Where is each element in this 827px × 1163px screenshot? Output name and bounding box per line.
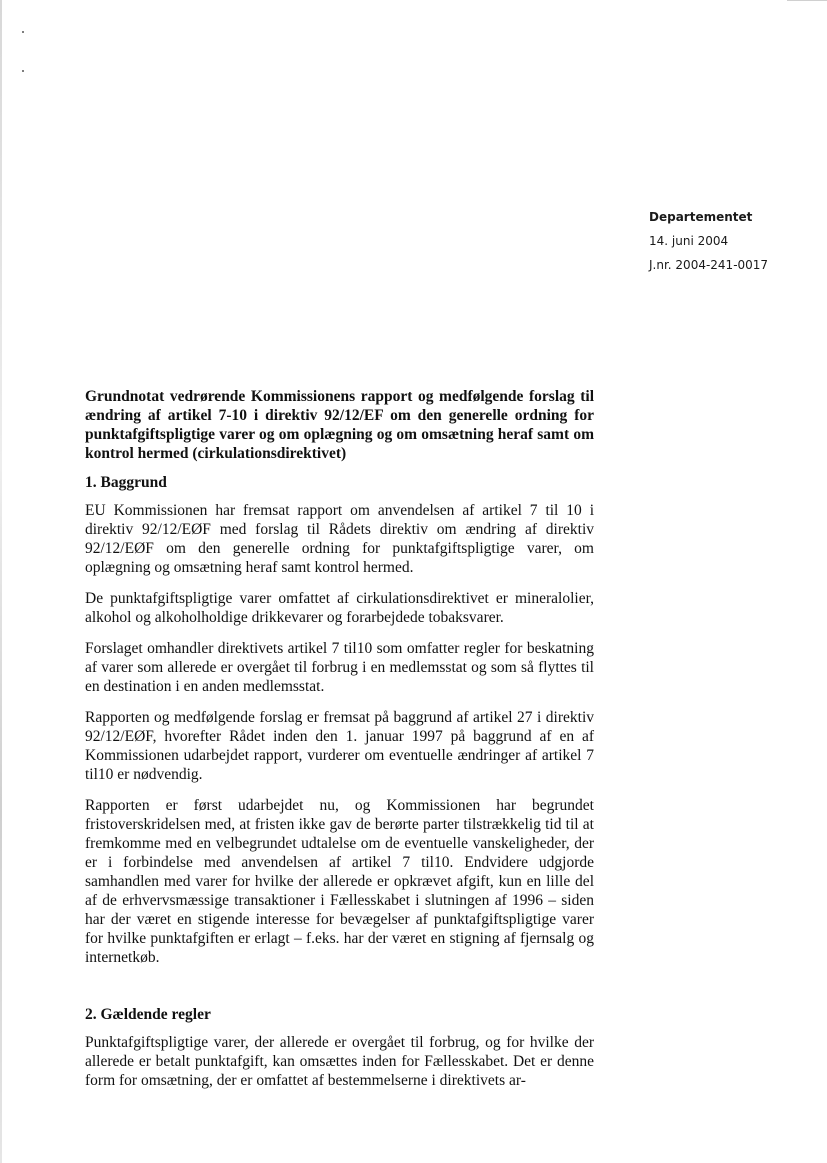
- paragraph: Forslaget omhandler direktivets artikel 7 til10 som omfatter regler for beskatning af varer som allerede er overgået til forbrug i en medlemsstat og som så flyttes til en destination i en anden medlemsstat.: [85, 640, 594, 695]
- document-body: [85, 387, 594, 1102]
- scan-top-line: [787, 0, 827, 1]
- paragraph: Rapporten er først udarbejdet nu, og Kommissionen har begrundet fristoverskridelsen med, at fristen ikke gav de berørte parter tilstrækkelig tid til at fremkomme med en velbegrundet udtalelse om de eventuelle vanskeligheder, der er i forbindelse med anvendelsen af artikel 7 til10. Endvidere udgjorde samhandlen med varer for hvilke der allerede er opkrævet afgift, kun en lille del af de erhvervsmæssige transaktioner i Fællesskabet i slutningen af 1996 – siden har der været en stigende interesse for bevægelser af punktafgiftspligtige varer for hvilke punktafgiften er erlagt – f.eks. har der været en stigning af fjernsalg og internetkøb.: [85, 797, 594, 966]
- scan-edge: [0, 0, 2, 1163]
- department-name: Departementet: [649, 210, 753, 224]
- document-title: Grundnotat vedrørende Kommissionens rapport og medfølgende forslag til ændring af artikel 7-10 i direktiv 92/12/EF om den generelle ordning for punktafgiftspligtige varer og om oplægning og om omsætning heraf samt om kontrol hermed (cirkulationsdirektivet): [85, 388, 594, 462]
- section-heading-gaeldende-regler: 2. Gældende regler: [85, 1006, 211, 1023]
- section-heading-baggrund: 1. Baggrund: [85, 474, 167, 491]
- paragraph: De punktafgiftspligtige varer omfattet af cirkulationsdirektivet er mineralolier, alkohol og alkoholholdige drikkevarer og forarbejdede tobaksvarer.: [85, 590, 594, 626]
- document-date: 14. juni 2004: [649, 234, 729, 248]
- scan-speck: [22, 31, 24, 33]
- journal-number: J.nr. 2004-241-0017: [649, 258, 769, 272]
- paragraph: Rapporten og medfølgende forslag er fremsat på baggrund af artikel 27 i direktiv 92/12/EØF, hvorefter Rådet inden den 1. januar 1997 på baggrund af en af Kommissionen udarbejdet rapport, vurderer om eventuelle ændringer af artikel 7 til10 er nødvendig.: [85, 709, 594, 783]
- paragraph: EU Kommissionen har fremsat rapport om anvendelsen af artikel 7 til 10 i direktiv 92/12/EØF med forslag til Rådets direktiv om ændring af direktiv 92/12/EØF om den generelle ordning for punktafgiftspligtige varer, om oplægning og omsætning heraf samt kontrol hermed.: [85, 502, 594, 576]
- paragraph: Punktafgiftspligtige varer, der allerede er overgået til forbrug, og for hvilke der allerede er betalt punktafgift, kan omsættes inden for Fællesskabet. Det er denne form for omsætning, der er omfattet af bestemmelserne i direktivets ar-: [85, 1034, 594, 1089]
- document-meta: [649, 205, 768, 277]
- scan-speck: [22, 70, 24, 72]
